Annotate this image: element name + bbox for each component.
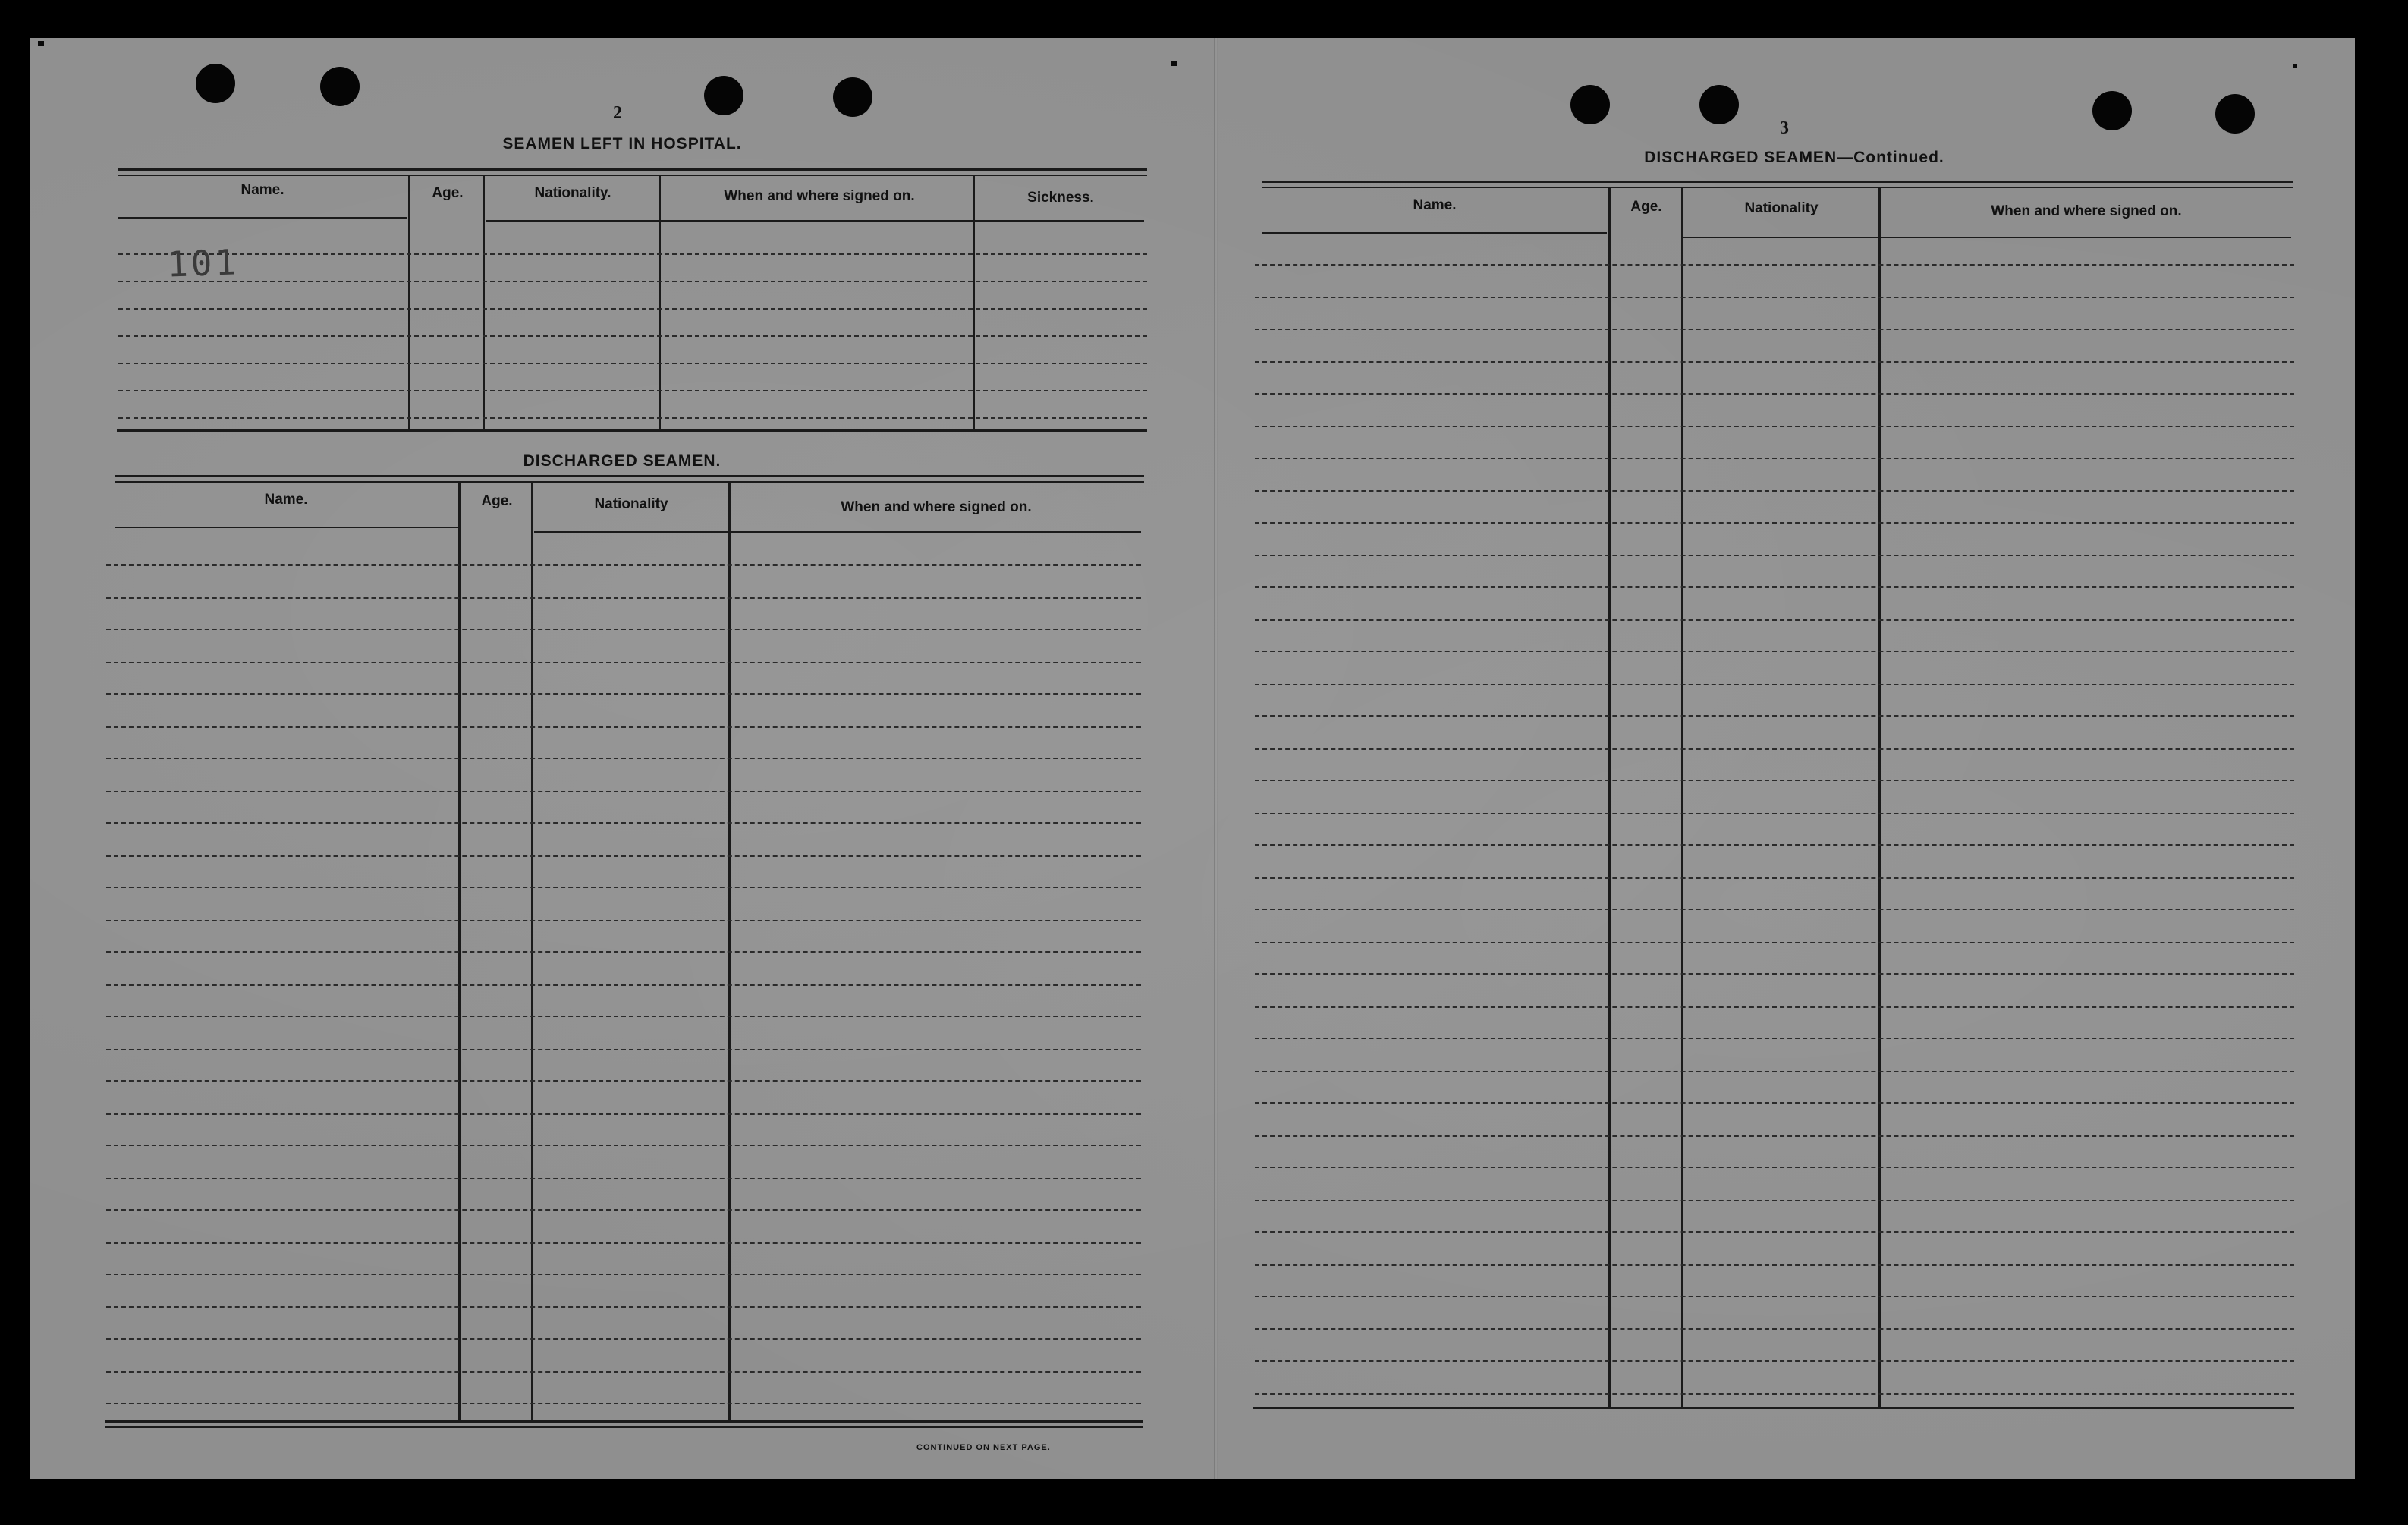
entry-line <box>1255 426 2294 427</box>
entry-line <box>1255 393 2294 395</box>
entry-line <box>106 1371 1141 1372</box>
entry-line <box>106 726 1141 728</box>
hospital-section-title: SEAMEN LEFT IN HOSPITAL. <box>502 135 742 152</box>
column-header-nationality: Nationality <box>1744 200 1819 216</box>
punch-hole <box>320 67 360 106</box>
table-rule <box>105 1420 1143 1423</box>
table-rule <box>118 175 1147 176</box>
entry-line <box>1255 1135 2294 1137</box>
entry-line <box>106 920 1141 921</box>
entry-line <box>1255 329 2294 330</box>
entry-line <box>1255 458 2294 459</box>
entry-line <box>118 390 1147 391</box>
column-header-sickness: Sickness. <box>1027 190 1094 206</box>
entry-line <box>106 791 1141 792</box>
punch-hole <box>1570 85 1610 124</box>
entry-line <box>1255 684 2294 685</box>
table-rule <box>534 531 1141 533</box>
entry-line <box>106 629 1141 630</box>
entry-line <box>1255 297 2294 298</box>
entry-line <box>118 308 1147 310</box>
entry-line <box>1255 1200 2294 1201</box>
entry-line <box>106 564 1141 566</box>
entry-line <box>1255 490 2294 492</box>
column-header-age: Age. <box>432 185 464 201</box>
entry-line <box>106 1113 1141 1115</box>
entry-line <box>1255 1006 2294 1008</box>
entry-line <box>1255 1296 2294 1297</box>
entry-line <box>1255 1264 2294 1266</box>
entry-line <box>1255 619 2294 621</box>
column-header-age: Age. <box>1630 199 1662 215</box>
document-sheet <box>30 38 2355 1479</box>
table-rule <box>1683 237 2291 238</box>
entry-line <box>118 253 1147 255</box>
entry-line <box>106 1242 1141 1244</box>
entry-line <box>1255 264 2294 266</box>
page-number: 2 <box>613 103 622 123</box>
speck <box>2293 64 2297 68</box>
entry-line <box>1255 651 2294 652</box>
entry-line <box>1255 1038 2294 1039</box>
discharged-section-title: DISCHARGED SEAMEN. <box>523 452 721 470</box>
handwritten-mark: 101 <box>166 241 240 285</box>
entry-line <box>118 417 1147 419</box>
table-rule <box>117 429 1147 432</box>
entry-line <box>1255 844 2294 846</box>
entry-line <box>1255 1360 2294 1362</box>
entry-line <box>1255 813 2294 814</box>
entry-line <box>106 1145 1141 1146</box>
speck <box>38 41 44 46</box>
punch-hole <box>704 76 743 115</box>
entry-line <box>1255 555 2294 556</box>
entry-line <box>1255 780 2294 781</box>
column-header-signed-on: When and where signed on. <box>724 188 915 204</box>
punch-hole <box>833 77 872 117</box>
speck <box>1171 61 1177 66</box>
entry-line <box>106 1049 1141 1050</box>
column-divider <box>1608 187 1611 1408</box>
page-fold <box>1214 38 1218 1479</box>
column-header-nationality: Nationality. <box>534 185 611 201</box>
table-rule <box>1262 187 2293 188</box>
entry-line <box>1255 361 2294 363</box>
table-rule <box>1262 232 1607 234</box>
column-header-nationality: Nationality <box>594 496 668 512</box>
entry-line <box>1255 748 2294 750</box>
entry-line <box>118 363 1147 364</box>
column-header-signed-on: When and where signed on. <box>1991 203 2182 219</box>
entry-line <box>1255 1393 2294 1395</box>
table-rule <box>115 475 1144 477</box>
table-rule <box>118 168 1147 171</box>
continued-footer: CONTINUED ON NEXT PAGE. <box>916 1443 1051 1452</box>
entry-line <box>106 951 1141 953</box>
punch-hole <box>2092 91 2132 130</box>
entry-line <box>106 822 1141 824</box>
entry-line <box>106 693 1141 695</box>
entry-line <box>106 1403 1141 1404</box>
punch-hole <box>2215 94 2255 134</box>
entry-line <box>106 1306 1141 1308</box>
entry-line <box>106 1080 1141 1082</box>
entry-line <box>118 281 1147 282</box>
entry-line <box>118 335 1147 337</box>
column-header-signed-on: When and where signed on. <box>841 499 1032 515</box>
entry-line <box>1255 1167 2294 1168</box>
entry-line <box>106 1016 1141 1017</box>
entry-line <box>1255 586 2294 588</box>
table-rule <box>486 220 1144 222</box>
entry-line <box>1255 522 2294 524</box>
column-header-name: Name. <box>264 492 308 508</box>
entry-line <box>106 984 1141 986</box>
entry-line <box>106 1338 1141 1340</box>
entry-line <box>1255 909 2294 910</box>
column-divider <box>1681 187 1683 1408</box>
punch-hole <box>196 64 235 103</box>
table-rule <box>1262 181 2293 183</box>
entry-line <box>106 1178 1141 1179</box>
entry-line <box>1255 1071 2294 1072</box>
table-rule <box>115 481 1144 483</box>
column-header-name: Name. <box>1413 197 1457 213</box>
column-header-age: Age. <box>481 493 513 509</box>
entry-line <box>1255 942 2294 943</box>
table-rule <box>1253 1407 2294 1409</box>
entry-line <box>106 758 1141 759</box>
entry-line <box>106 1209 1141 1211</box>
entry-line <box>106 887 1141 888</box>
discharged-continued-title: DISCHARGED SEAMEN—Continued. <box>1644 149 1944 166</box>
entry-line <box>1255 877 2294 879</box>
entry-line <box>1255 1328 2294 1330</box>
entry-line <box>106 855 1141 857</box>
table-rule <box>105 1426 1143 1428</box>
page-number: 3 <box>1780 118 1789 138</box>
entry-line <box>106 1274 1141 1275</box>
entry-line <box>1255 715 2294 717</box>
column-header-name: Name. <box>240 182 284 198</box>
entry-line <box>1255 973 2294 975</box>
punch-hole <box>1699 85 1739 124</box>
entry-line <box>106 597 1141 599</box>
table-rule <box>118 217 407 219</box>
entry-line <box>1255 1102 2294 1104</box>
entry-line <box>1255 1231 2294 1233</box>
column-divider <box>1878 187 1881 1408</box>
table-rule <box>115 527 460 528</box>
entry-line <box>106 662 1141 663</box>
